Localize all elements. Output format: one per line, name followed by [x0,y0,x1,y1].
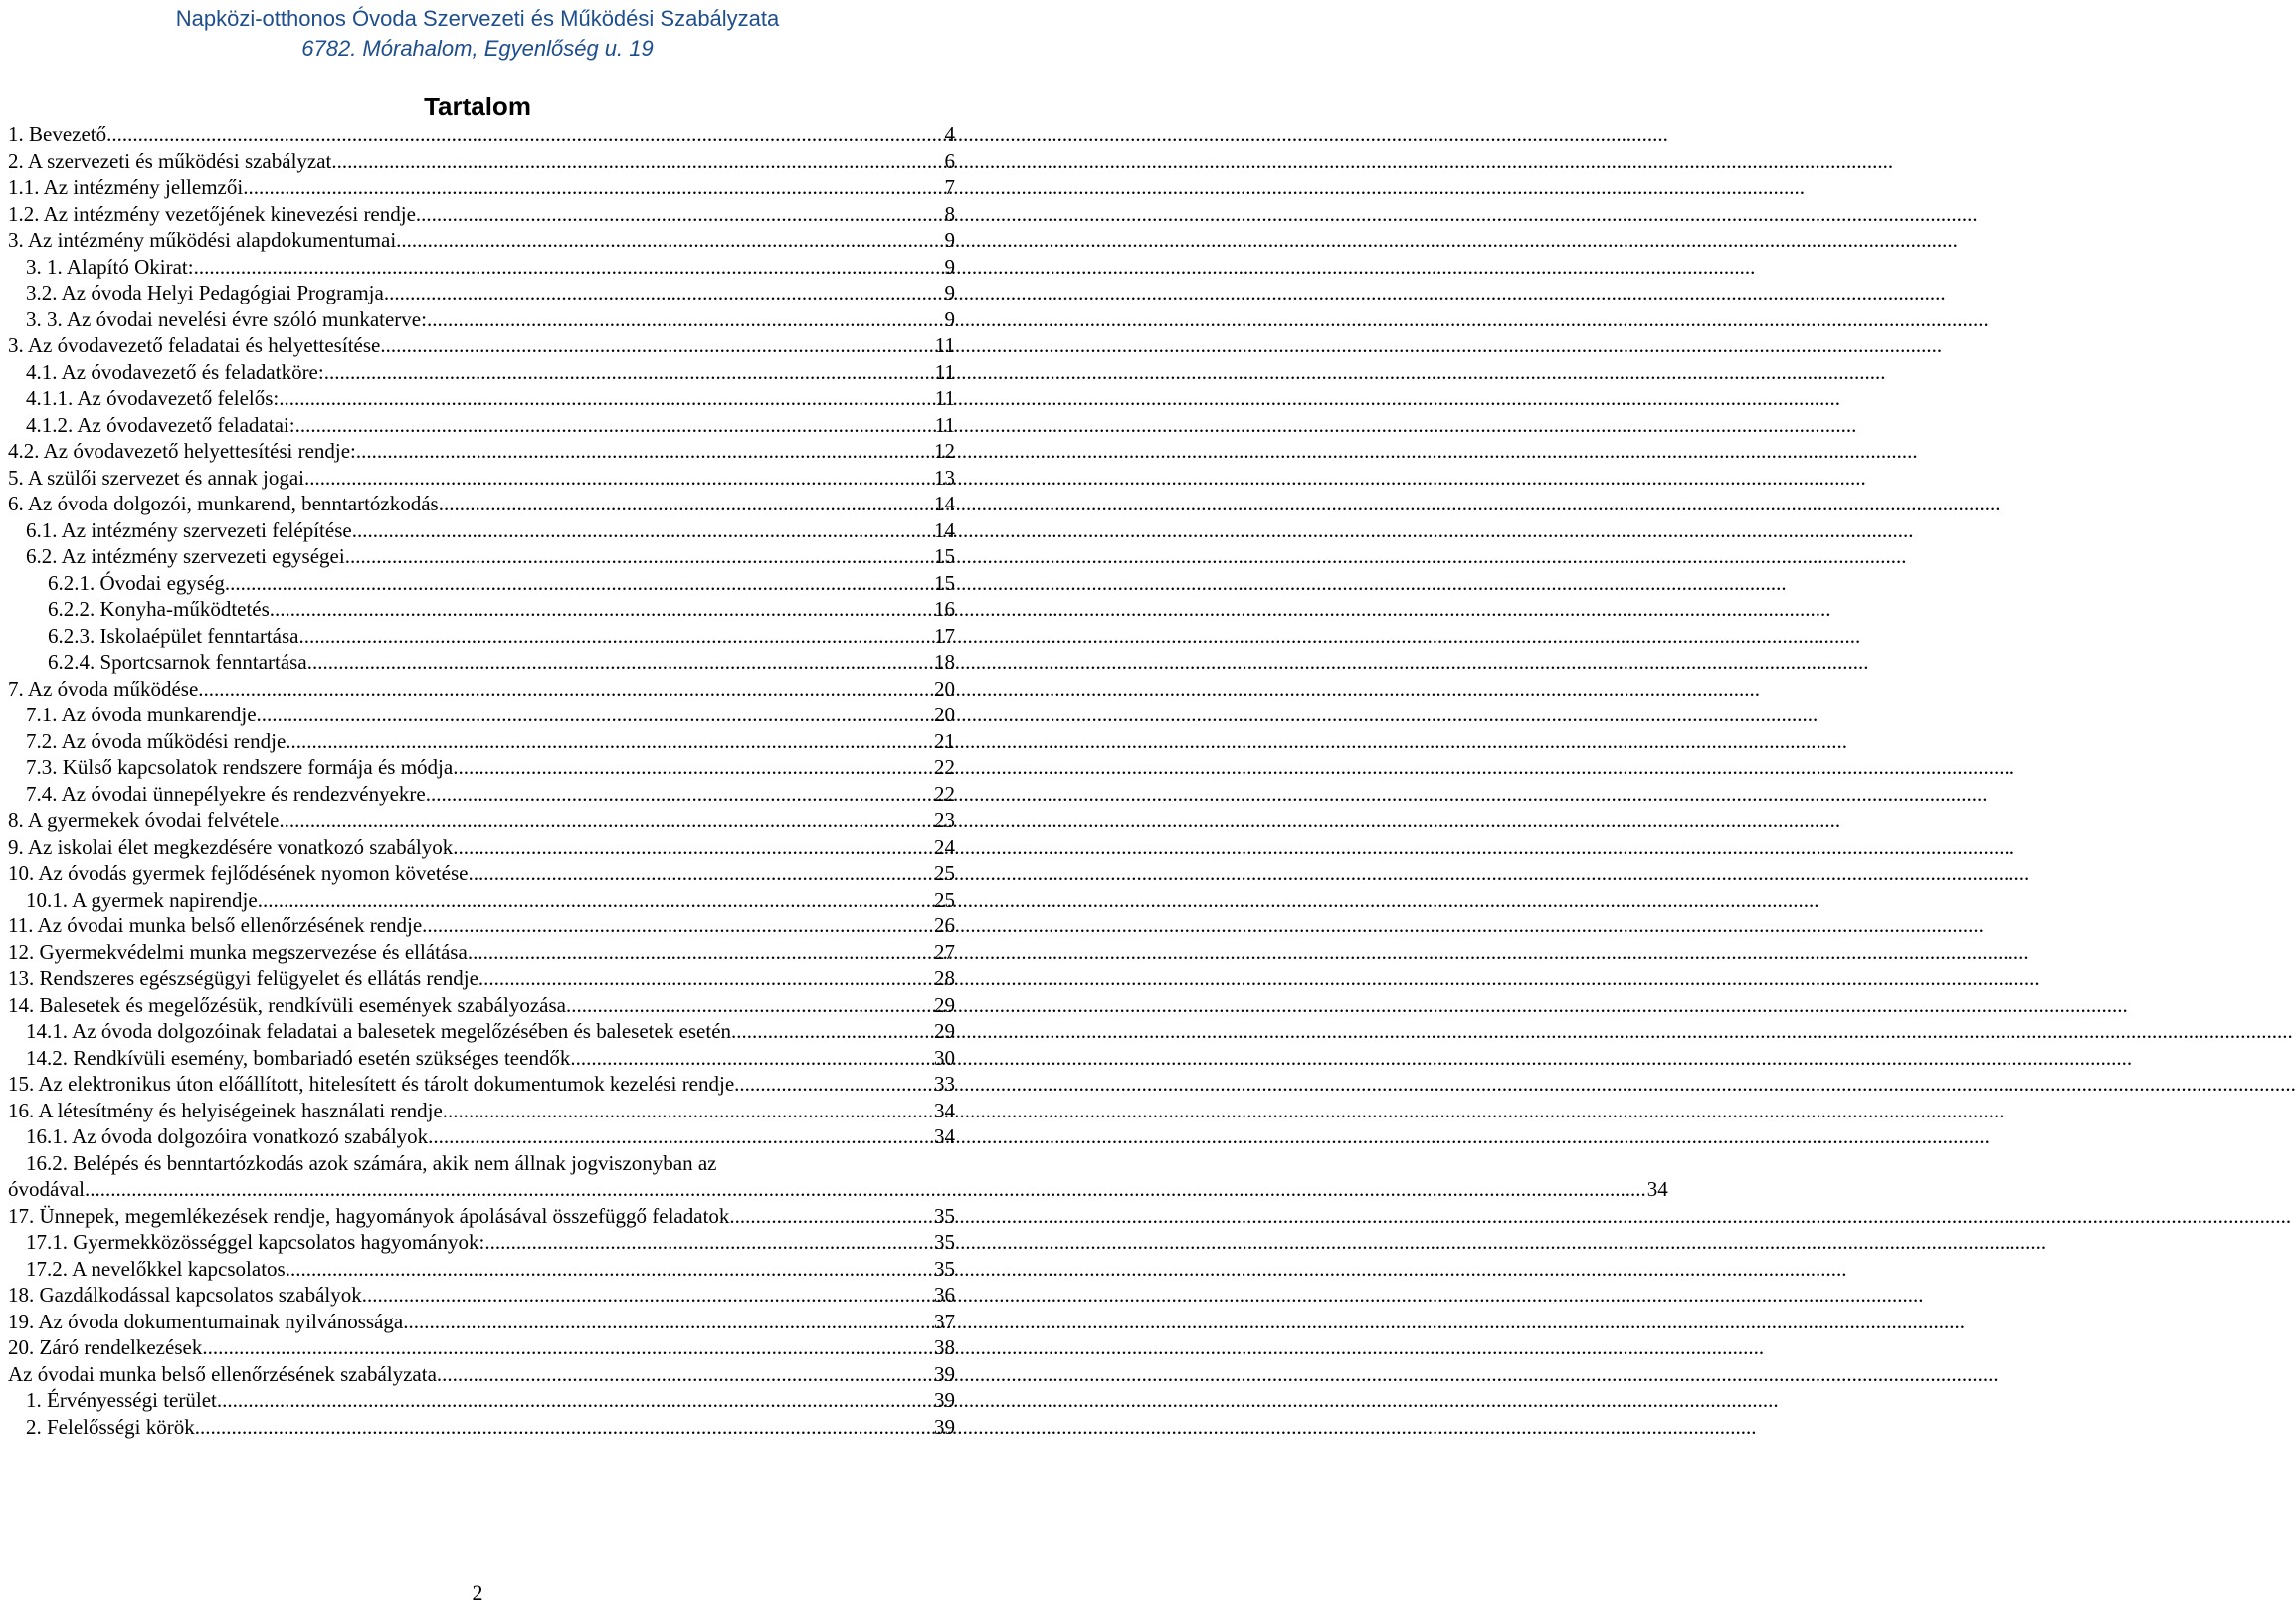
toc-entry[interactable] [8,1123,955,1150]
toc-entry-label: 12. Gyermekvédelmi munka megszervezése és ellátása [8,939,468,964]
toc-leader-dots [85,1176,1646,1203]
toc-leader-dots [286,728,933,755]
page-number: 2 [472,1580,483,1605]
toc-leader-dots [362,1282,933,1309]
toc-leader-dots [380,332,933,359]
toc-entry[interactable] [8,1229,955,1256]
toc-leader-dots [416,201,944,228]
toc-leader-dots [257,702,933,728]
document-address: 6782. Mórahalom, Egyenlőség u. 19 [301,36,654,61]
toc-entry[interactable] [8,596,955,623]
toc-leader-dots [279,385,934,412]
toc-leader-dots [324,359,934,386]
toc-entry-page: 20 [934,676,955,701]
toc-entry-label: 1.2. Az intézmény vezetőjének kinevezési rendje [8,201,416,226]
toc-entry-label: 6. Az óvoda dolgozói, munkarend, benntartózkodás [8,492,439,515]
toc-entry-label: 7.4. Az óvodai ünnepélyekre és rendezvényekre [26,781,426,806]
toc-entry-label: 4.1. Az óvodavezető és feladatköre: [26,359,324,384]
toc-entry-label: 2. Felelősségi körök [26,1414,195,1439]
toc-entry[interactable] [8,834,955,861]
toc-entry[interactable] [8,965,955,992]
toc-entry-page: 21 [934,728,955,753]
toc-entry-page: 13 [934,465,955,490]
toc-entry[interactable] [8,1256,955,1283]
toc-entry-page: 28 [934,966,955,990]
toc-entry[interactable] [8,676,955,703]
toc-leader-dots [570,1045,933,1072]
toc-entry-page: 4 [944,122,955,146]
toc-entry[interactable] [8,517,955,544]
toc-entry[interactable] [8,913,955,939]
toc-leader-dots [478,965,933,992]
toc-entry-page: 14 [934,492,955,515]
toc-entry[interactable] [8,1018,955,1045]
toc-entry-page: 35 [934,1203,955,1228]
toc-entry-page: 9 [944,281,955,304]
toc-leader-dots [286,1256,933,1283]
toc-leader-dots [194,254,944,281]
toc-entry-label: 6.2.3. Iskolaépület fenntartása [48,623,299,648]
toc-leader-dots [734,1071,933,1098]
toc-entry-label: 10. Az óvodás gyermek fejlődésének nyomon követése [8,861,469,885]
toc-entry[interactable] [8,1045,955,1072]
toc-leader-dots [443,1098,933,1124]
toc-entry[interactable] [8,992,955,1019]
document-title: Napközi-otthonos Óvoda Szervezeti és Működési Szabályzata [175,6,780,31]
toc-entry-label: 18. Gazdálkodással kapcsolatos szabályok [8,1283,362,1307]
toc-entry[interactable] [8,1282,955,1309]
toc-entry-label: 6.1. Az intézmény szervezeti felépítése [26,517,352,542]
toc-entry[interactable] [8,1387,955,1414]
toc-entry-page: 17 [934,623,955,648]
toc-leader-dots [106,121,943,148]
toc-leader-dots [258,887,933,913]
toc-entry-page: 25 [934,887,955,912]
toc-leader-dots [198,676,933,703]
toc-entry[interactable] [8,438,955,465]
toc-entry-label: 10.1. A gyermek napirendje [26,887,258,912]
toc-entry-label: 3. 1. Alapító Okirat: [26,254,194,279]
toc-entry-page: 12 [934,439,955,463]
toc-entry-label: 3. Az óvodavezető feladatai és helyettesítése [8,333,381,357]
toc-entry-page: 11 [934,386,955,410]
toc-leader-dots [426,781,933,808]
toc-entry[interactable] [8,887,955,913]
toc-entry-page: 30 [934,1045,955,1070]
toc-entry-label: 14.2. Rendkívüli esemény, bombariadó esetén szükséges teendők [26,1045,571,1070]
toc-entry-label: 16. A létesítmény és helyiségeinek használati rendje [8,1098,443,1122]
toc-entry-label: 16.1. Az óvoda dolgozóira vonatkozó szabályok [26,1124,429,1148]
toc-entry[interactable] [8,332,955,359]
toc-entry[interactable] [8,781,955,808]
toc-entry-label: 6.2. Az intézmény szervezeti egységei [26,544,345,568]
toc-entry-page: 16 [934,597,955,621]
toc-entry-page: 36 [934,1283,955,1307]
toc-leader-dots [453,754,933,781]
toc-entry-label: 7.2. Az óvoda működési rendje [26,728,287,753]
toc-entry[interactable] [8,491,955,517]
toc-entry-page: 7 [944,175,955,199]
toc-entry[interactable] [8,359,955,386]
toc-heading: Tartalom [424,92,531,121]
toc-leader-dots [279,807,933,834]
toc-leader-dots [428,1123,933,1150]
toc-entry-page: 26 [934,913,955,937]
toc-entry-label: 4.1.2. Az óvodavezető feladatai: [26,412,295,437]
toc-entry-page: 27 [934,939,955,964]
toc-leader-dots [731,1018,933,1045]
toc-entry-label: 5. A szülői szervezet és annak jogai [8,465,304,490]
toc-entry[interactable] [8,121,955,148]
toc-entry-label: 6.2.1. Óvodai egység [48,570,225,595]
toc-leader-dots [403,1309,933,1335]
toc-entry-page: 34 [1646,1177,1668,1201]
toc-entry[interactable] [8,728,955,755]
toc-leader-dots [384,280,944,306]
toc-entry[interactable] [8,570,955,597]
toc-leader-dots [437,1361,933,1388]
toc-entry-page: 9 [944,228,955,252]
toc-entry[interactable] [8,543,955,570]
toc-entry-label: 1. Bevezető [8,122,107,146]
toc-entry[interactable] [8,280,955,306]
toc-entry-label: 15. Az elektronikus úton előállított, hitelesített és tárolt dokumentumok kezelési rendje [8,1072,735,1096]
toc-leader-dots [468,939,933,966]
toc-leader-dots [217,1387,933,1414]
toc-entry-page: 22 [934,781,955,806]
toc-entry[interactable] [8,1203,955,1230]
toc-entry-page: 22 [934,755,955,779]
table-of-contents [8,121,1668,1440]
toc-entry[interactable] [8,1071,955,1098]
toc-entry-label: 7. Az óvoda működése [8,676,199,701]
toc-leader-dots [345,543,933,570]
toc-entry-label: 4.1.1. Az óvodavezető felelős: [26,386,280,410]
toc-entry-page: 18 [934,650,955,674]
toc-leader-dots [202,1334,933,1361]
toc-leader-dots [427,306,944,333]
toc-leader-dots [453,834,933,861]
toc-entry-label: 2. A szervezeti és működési szabályzat [8,148,332,173]
toc-entry-label: 20. Záró rendelkezések [8,1335,203,1359]
toc-entry-label: 4.2. Az óvodavezető helyettesítési rendje: [8,439,356,463]
toc-entry-page: 35 [934,1256,955,1281]
toc-entry[interactable] [8,939,955,966]
toc-entry-label: 8. A gyermekek óvodai felvétele [8,808,280,832]
toc-leader-dots [304,465,933,492]
toc-entry-page: 39 [934,1388,955,1412]
toc-entry[interactable] [8,623,955,650]
toc-entry-page: 34 [934,1098,955,1122]
toc-entry-label: 6.2.4. Sportcsarnok fenntartása [48,650,307,674]
toc-entry[interactable] [8,860,955,887]
toc-entry[interactable] [8,174,955,201]
toc-entry-page: 39 [934,1414,955,1439]
toc-entry-label: 17.2. A nevelőkkel kapcsolatos [26,1256,286,1281]
toc-entry-label: Az óvodai munka belső ellenőrzésének szabályzata [8,1361,437,1386]
toc-entry[interactable] [8,385,955,412]
toc-entry[interactable] [8,465,955,492]
toc-entry[interactable] [8,1309,955,1335]
toc-entry-page: 6 [944,148,955,173]
toc-entry-label: 19. Az óvoda dokumentumainak nyilvánossága [8,1309,404,1333]
toc-entry-page: 29 [934,1019,955,1043]
toc-entry-page: 9 [944,306,955,331]
toc-leader-dots [295,412,934,439]
toc-leader-dots [352,517,933,544]
toc-entry[interactable] [8,1361,955,1388]
toc-entry-page: 25 [934,861,955,885]
toc-leader-dots [422,913,933,939]
toc-entry-label: 16.2. Belépés és benntartózkodás azok számára, akik nem állnak jogviszonyban az [26,1150,717,1175]
toc-leader-dots [299,623,934,650]
toc-entry[interactable] [8,1150,1668,1203]
toc-entry-page: 39 [934,1361,955,1386]
toc-entry[interactable] [8,1098,955,1124]
toc-entry[interactable] [8,1414,955,1441]
toc-entry[interactable] [8,306,955,333]
toc-entry-label: 13. Rendszeres egészségügyi felügyelet és ellátás rendje [8,966,478,990]
toc-entry[interactable] [8,148,955,175]
document-header [0,4,955,64]
toc-entry-label: 11. Az óvodai munka belső ellenőrzésének rendje [8,913,423,937]
toc-leader-dots [566,992,933,1019]
toc-entry-label: 14. Balesetek és megelőzésük, rendkívüli események szabályozása [8,992,566,1017]
toc-leader-dots [484,1229,933,1256]
toc-entry-page: 11 [934,359,955,384]
toc-entry-label-continuation: óvodával [8,1177,85,1201]
toc-entry-page: 33 [934,1072,955,1096]
toc-leader-dots [356,438,933,465]
toc-entry-label: 7.3. Külső kapcsolatok rendszere formája és módja [26,755,454,779]
toc-entry-label: 17. Ünnepek, megemlékezések rendje, hagyományok ápolásával összefüggő feladatok [8,1203,730,1228]
toc-entry-page: 14 [934,517,955,542]
toc-entry-label: 14.1. Az óvoda dolgozóinak feladatai a balesetek megelőzésében és balesetek esetén [26,1019,732,1043]
toc-entry-page: 20 [934,703,955,726]
toc-entry[interactable] [8,1334,955,1361]
toc-entry-label: 7.1. Az óvoda munkarendje [26,703,257,726]
toc-entry-page: 9 [944,254,955,279]
toc-leader-dots [396,227,943,254]
toc-entry[interactable] [8,754,955,781]
toc-entry[interactable] [8,227,955,254]
toc-leader-dots [439,491,933,517]
toc-entry-page: 11 [934,333,955,357]
toc-entry-page: 23 [934,808,955,832]
toc-entry-label: 6.2.2. Konyha-működtetés [48,597,270,621]
toc-leader-dots [270,596,933,623]
toc-entry-label: 17.1. Gyermekközösséggel kapcsolatos hagyományok: [26,1230,485,1254]
toc-entry-label: 1.1. Az intézmény jellemzői [8,175,244,199]
toc-entry[interactable] [8,254,955,281]
toc-entry-page: 24 [934,834,955,859]
toc-entry-page: 37 [934,1309,955,1333]
toc-entry-label: 9. Az iskolai élet megkezdésére vonatkozó szabályok [8,834,454,859]
toc-leader-dots [729,1203,933,1230]
toc-entry-page: 35 [934,1230,955,1254]
toc-entry-page: 11 [934,412,955,437]
toc-entry-label: 3. Az intézmény működési alapdokumentumai [8,228,397,252]
toc-entry[interactable] [8,807,955,834]
toc-leader-dots [307,649,933,676]
toc-entry[interactable] [8,412,955,439]
toc-leader-dots [468,860,933,887]
toc-entry-label: 1. Érvényességi terület [26,1388,217,1412]
toc-entry[interactable] [8,702,955,728]
toc-leader-dots [195,1414,933,1441]
toc-entry-page: 38 [934,1335,955,1359]
toc-entry-page: 15 [934,570,955,595]
toc-entry-label: 3. 3. Az óvodai nevelési évre szóló munkaterve: [26,306,427,331]
toc-leader-dots [225,570,933,597]
toc-entry[interactable] [8,649,955,676]
toc-entry-page: 8 [944,201,955,226]
toc-entry-page: 15 [934,544,955,568]
toc-leader-dots [243,174,943,201]
toc-entry-label: 3.2. Az óvoda Helyi Pedagógiai Programja [26,281,384,304]
toc-entry[interactable] [8,201,955,228]
toc-entry-page: 34 [934,1124,955,1148]
toc-leader-dots [331,148,943,175]
toc-entry-page: 29 [934,992,955,1017]
